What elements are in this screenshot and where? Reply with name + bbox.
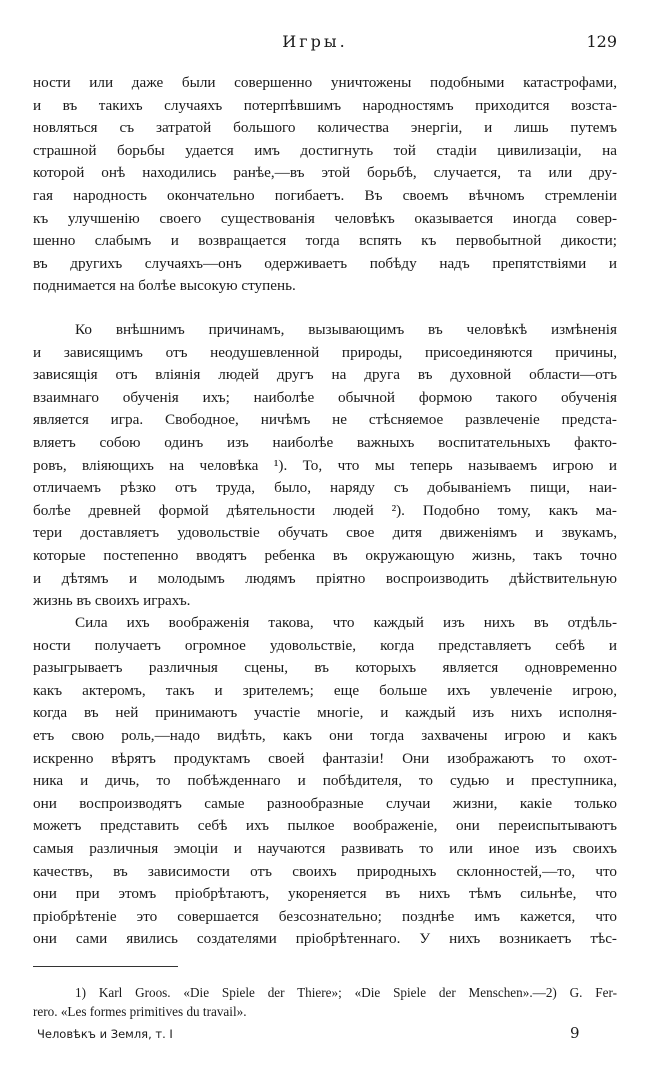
text-line: страшной борьбы удается имъ достигнуть той стадіи цивилизаціи, на xyxy=(33,141,617,159)
text-line: является игра. Свободное, ничѣмъ не стѣсняемое развлеченіе предста- xyxy=(33,411,617,429)
text-line: етъ свою роль,—надо видѣть, какъ они тогда захвачены игрою и какъ xyxy=(33,726,617,744)
text-line: въ другихъ случаяхъ—онъ одерживаетъ побѣду надъ препятствіями и xyxy=(33,254,617,272)
text-line: болѣе древней формой дѣятельности людей ²). Подобно тому, какъ ма- xyxy=(33,501,617,519)
text-line: къ улучшенію своего существованія человѣкъ оказывается иногда совер- xyxy=(33,209,617,227)
paragraph-1 xyxy=(33,72,617,298)
text-line: ности или даже были совершенно уничтожены подобными катастрофами, xyxy=(33,74,617,91)
text-line: и дѣтямъ и молодымъ людямъ пріятно воспроизводить дѣйствительную xyxy=(33,569,617,587)
text-line: жизнь въ своихъ играхъ. xyxy=(33,592,191,610)
text-line: Сила ихъ воображенія такова, что каждый изъ нихъ въ отдѣль- xyxy=(75,614,617,631)
footnotes xyxy=(33,983,617,1021)
sheet-number: 9 xyxy=(570,1024,580,1042)
text-line: отличаемъ рѣзко отъ труда, было, наряду съ добываніемъ пищи, наи- xyxy=(33,479,617,497)
text-line: вляетъ собою одинъ изъ наиболѣе важныхъ воспитательныхъ факто- xyxy=(33,433,617,451)
text-line: которые постепенно вводятъ ребенка въ окружающую жизнь, такъ точно xyxy=(33,546,617,564)
text-line: ности получаетъ огромное удовольствіе, когда представляетъ себѣ и xyxy=(33,636,617,654)
text-line: самыя различныя эмоціи и научаются развивать то или иное изъ своихъ xyxy=(33,839,617,857)
text-line: они при этомъ пріобрѣтаютъ, укореняется въ нихъ тѣмъ сильнѣе, что xyxy=(33,885,617,903)
text-line: зависящія отъ вліянія людей другъ на друга въ духовной области—отъ xyxy=(33,366,617,384)
text-line: когда въ ней принимаютъ участіе многіе, и каждый изъ нихъ исполня- xyxy=(33,704,617,722)
text-line: ровъ, вліяющихъ на человѣка ¹). То, что мы теперь называемъ игрою и xyxy=(33,456,617,474)
footnote-line: rero. «Les formes primitives du travail». xyxy=(33,1004,247,1019)
text-line: искренно вѣрятъ продуктамъ своей фантазіи! Они изображаютъ то охот- xyxy=(33,749,617,767)
text-line: шенно слабымъ и возвращается тогда вспять къ первобытной дикости; xyxy=(33,232,617,250)
text-line: они сами явились создателями пріобрѣтеннаго. У нихъ возникаетъ тѣс- xyxy=(33,930,617,948)
text-line: можетъ представить себѣ ихъ пылкое воображеніе, они переиспытываютъ xyxy=(33,817,617,835)
running-title: Игры. xyxy=(282,32,348,51)
text-line: тери доставляетъ удовольствіе обучать свое дитя движеніямъ и звукамъ, xyxy=(33,524,617,542)
text-line: поднимается на болѣе высокую ступень. xyxy=(33,277,296,295)
text-line: ника и дичь, то побѣжденнаго и побѣдителя, то судью и преступника, xyxy=(33,772,617,790)
text-line: и въ такихъ случаяхъ потерпѣвшимъ народностямъ приходится возста- xyxy=(33,96,617,114)
text-line: Ко внѣшнимъ причинамъ, вызывающимъ въ человѣкѣ измѣненія xyxy=(75,321,617,338)
text-line: взаимнаго обученія ихъ; наиболѣе обычной формою такого обученія xyxy=(33,388,617,406)
text-line: разыгрываетъ различныя сцены, въ которыхъ является одновременно xyxy=(33,659,617,677)
text-line: гая народность окончательно погибаетъ. Въ своемъ вѣчномъ стремленіи xyxy=(33,186,617,204)
paragraph-3 xyxy=(33,612,617,951)
text-line: новляться съ затратой большого количества энергіи, и лишь путемъ xyxy=(33,119,617,137)
printer-signature: Человѣкъ и Земля, т. I xyxy=(37,1027,173,1041)
page-number: 129 xyxy=(586,32,617,51)
text-line: они воспроизводятъ самые разнообразные случаи жизни, какіе только xyxy=(33,794,617,812)
text-line: пріобрѣтеніе это совершается безсознательно; позднѣе имъ кажется, что xyxy=(33,907,617,925)
footnote-line: 1) Karl Groos. «Die Spiele der Thiere»; «Die Spiele der Menschen».—2) G. Fer- xyxy=(75,985,617,1000)
footnote-separator xyxy=(33,966,178,967)
paragraph-2 xyxy=(33,319,617,613)
text-line: качествъ, въ зависимости отъ своихъ природныхъ склонностей,—то, что xyxy=(33,862,617,880)
text-line: какъ актеромъ, такъ и зрителемъ; еще больше ихъ увлеченіе игрою, xyxy=(33,681,617,699)
text-line: которой онѣ находились ранѣе,—въ этой борьбѣ, случается, та или дру- xyxy=(33,164,617,182)
text-line: и зависящимъ отъ неодушевленной природы, присоединяются причины, xyxy=(33,343,617,361)
